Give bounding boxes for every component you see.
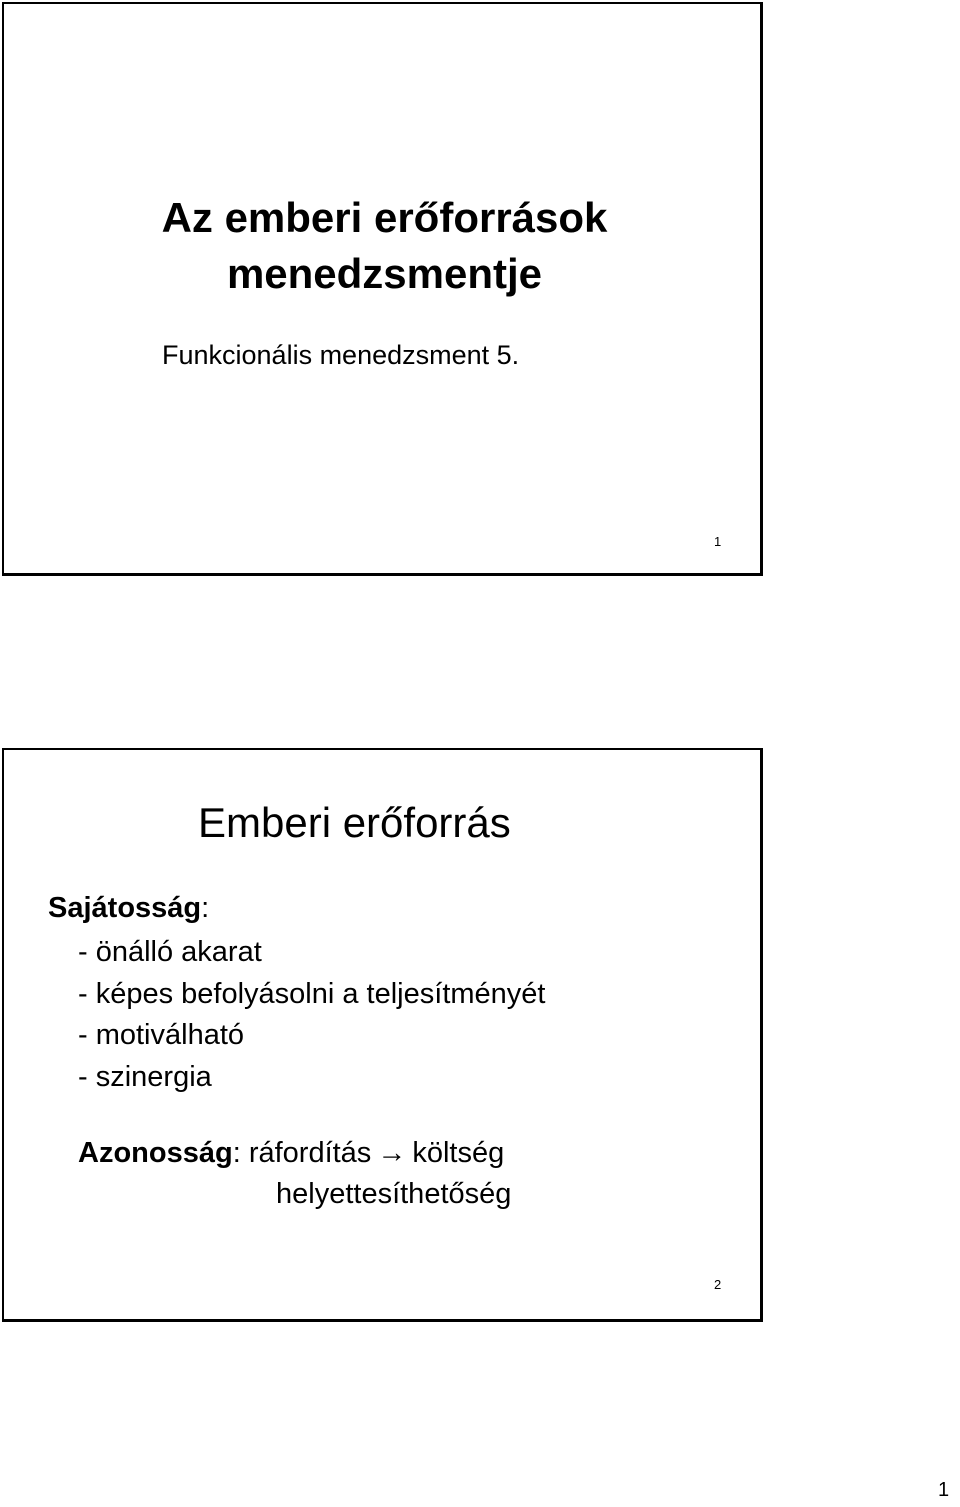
slide-1-title-line-2: menedzsmentje — [226, 250, 543, 297]
list-item: - szinergia — [78, 1060, 212, 1093]
slide-1-number: 1 — [714, 534, 722, 549]
slide-2-number: 2 — [714, 1277, 722, 1292]
characteristic-label-colon: : — [201, 892, 210, 924]
identity-label: Azonosság — [78, 1137, 233, 1169]
characteristic-label-text: Sajátosság — [48, 892, 202, 924]
list-item: - motiválható — [78, 1019, 245, 1051]
characteristic-list — [78, 932, 545, 1098]
identity-from: ráfordítás — [248, 1137, 372, 1169]
identity-to: költség — [412, 1137, 505, 1169]
slide-1-subtitle: Funkcionális menedzsment 5. — [162, 340, 520, 370]
slide-1 — [2, 2, 763, 576]
identity-line-2: helyettesíthetőség — [276, 1178, 512, 1210]
slide-2-title: Emberi erőforrás — [198, 799, 511, 846]
characteristic-label — [48, 888, 209, 928]
slide-1-title — [4, 190, 765, 302]
list-item: - képes befolyásolni a teljesítményét — [78, 977, 546, 1010]
arrow-right-icon: → — [377, 1137, 407, 1169]
list-item: - önálló akarat — [78, 936, 262, 968]
page-number: 1 — [938, 1479, 950, 1501]
identity-line — [78, 1133, 504, 1173]
identity-colon: : — [232, 1137, 241, 1169]
slide-2 — [2, 748, 763, 1322]
slide-1-title-line-1: Az emberi erőforrások — [161, 194, 608, 241]
